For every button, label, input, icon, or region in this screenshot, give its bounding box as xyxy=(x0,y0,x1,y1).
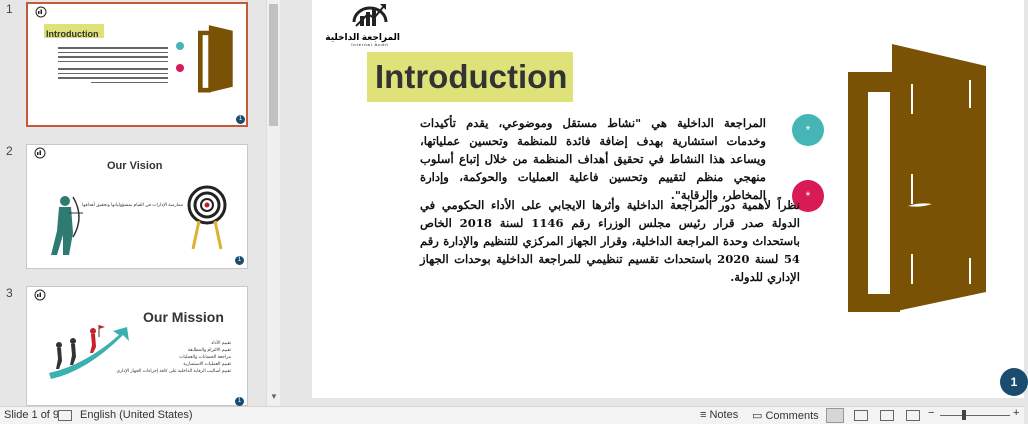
slide-title[interactable]: Introduction xyxy=(375,58,568,95)
logo-icon xyxy=(33,147,47,159)
thumb-title-box xyxy=(44,24,104,38)
slide-title-box[interactable] xyxy=(367,52,573,102)
thumb-list-item: تقييم الأداء xyxy=(211,340,231,345)
slide-editing-area[interactable] xyxy=(282,0,1024,406)
logo-text: المراجعة الداخلية xyxy=(325,32,400,42)
comments-button[interactable] xyxy=(752,409,819,422)
thumbnail-number: 3 xyxy=(6,286,13,300)
current-slide[interactable] xyxy=(312,0,1024,398)
thumb-list-item: تقييم العمليات الاستشارية xyxy=(183,361,231,366)
intro-paragraph-2[interactable]: نظراً لأهمية دور المراجعة الداخلية وأثرها الايجابي على الأداء الحكومي في الدولة صدر قرار رئيس مجلس الوزراء رقم 1146 لسنة 2018 الخاص باستحداث وحدة المراجعة الداخلية، وقرار الجهاز المركزي للتنظيم والإدارة رقم 54 لسنة 2020 باستحداث تقسيم تنظيمي للمراجعة الداخلية بوحدات الجهاز الإداري للدولة. xyxy=(420,198,800,284)
page-number-badge: 1 xyxy=(1000,368,1028,396)
teal-bullet-icon: * xyxy=(792,114,824,146)
logo-icon xyxy=(33,289,47,301)
slide-sorter-view-icon[interactable] xyxy=(854,409,868,421)
thumb-page-badge: 1 xyxy=(236,115,245,124)
thumb-title: Introduction xyxy=(46,29,99,39)
thumb-mission-list xyxy=(116,339,231,374)
zoom-slider-handle[interactable] xyxy=(962,410,966,420)
scrollbar-thumb[interactable] xyxy=(269,4,278,126)
thumb-page-badge: 1 xyxy=(235,256,244,265)
slide-thumbnail-pane[interactable] xyxy=(0,0,266,406)
slide-thumbnail-1[interactable] xyxy=(26,2,248,127)
comments-label: Comments xyxy=(765,410,819,422)
internal-audit-logo xyxy=(325,2,400,47)
archer-illustration xyxy=(43,193,83,257)
zoom-in-icon[interactable]: + xyxy=(1013,407,1020,419)
status-bar xyxy=(0,406,1024,424)
door-icon xyxy=(198,18,234,98)
language-indicator[interactable]: English (United States) xyxy=(80,409,193,421)
thumb-text-lines xyxy=(58,44,168,88)
thumbnail-number: 2 xyxy=(6,144,13,158)
comments-icon: ▭ xyxy=(752,410,766,422)
slide-thumbnail-2[interactable] xyxy=(26,144,248,269)
crimson-bullet-icon: * xyxy=(792,180,824,212)
notes-label: Notes xyxy=(709,409,739,421)
thumb-bullet-1 xyxy=(176,42,184,50)
normal-view-icon[interactable] xyxy=(826,408,844,423)
notes-button[interactable] xyxy=(700,409,738,421)
thumb-list-item: مراجعة الحسابات والعمليات xyxy=(179,354,231,359)
thumb-caption: ممارسة الإدارات في القيام بمسؤولياتها وتحقيق أهدافها xyxy=(82,202,183,207)
growth-illustration xyxy=(47,323,131,385)
thumb-list-item: تقييم الالتزام والمطابقة xyxy=(187,347,231,352)
thumb-title: Our Mission xyxy=(143,309,224,325)
zoom-out-icon[interactable]: − xyxy=(928,407,935,419)
zoom-slider[interactable] xyxy=(940,415,1010,416)
open-door-icon[interactable] xyxy=(848,44,988,312)
thumb-page-badge: 1 xyxy=(235,397,244,406)
slideshow-view-icon[interactable] xyxy=(906,409,920,421)
thumb-title: Our Vision xyxy=(107,160,163,172)
intro-paragraph-1[interactable]: المراجعة الداخلية هي "نشاط مستقل وموضوعي، يقدم تأكيدات وخدمات استشارية بهدف إضافة فائدة للمنظمة وتحسين عملياتها، ويساعد هذا النشاط في تحقيق أهداف المنظمة من خلال إتباع أسلوب منهجي منظم لتقييم وتحسين فاعلية العمليات والحوكمة، وإدارة المخاطر، والرقابة". xyxy=(420,116,766,202)
spellcheck-icon[interactable] xyxy=(58,409,72,421)
scroll-down-arrow-icon[interactable]: ▼ xyxy=(270,392,278,401)
thumb-bullet-2 xyxy=(176,64,184,72)
slide-counter: Slide 1 of 9 xyxy=(4,409,60,421)
thumbnail-number: 1 xyxy=(6,2,13,16)
target-icon xyxy=(187,179,227,251)
reading-view-icon[interactable] xyxy=(880,409,894,421)
thumb-list-item: تقييم أساليب الرقابة الداخلية على كافة إجراءات الجهاز الإداري xyxy=(116,368,231,373)
notes-icon: ≡ xyxy=(700,409,710,421)
slide-thumbnail-3[interactable] xyxy=(26,286,248,406)
logo-icon xyxy=(34,6,48,18)
logo-subtext: Internal Audit xyxy=(351,42,389,47)
thumbnail-scrollbar[interactable] xyxy=(266,0,280,406)
